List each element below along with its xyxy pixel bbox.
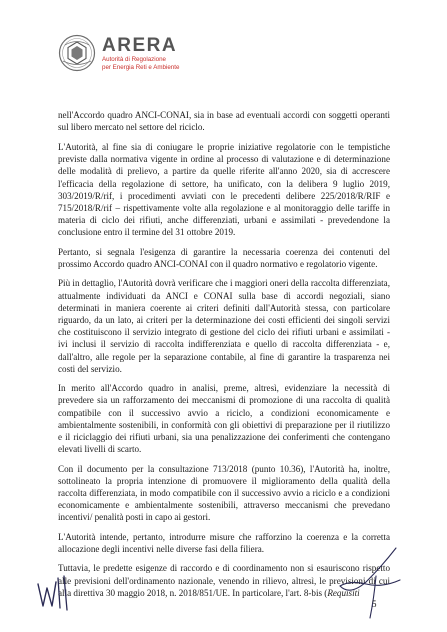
handwritten-initials [34, 570, 74, 614]
body-text [58, 109, 390, 606]
paragraph-2: L'Autorità, al fine sia di coniugare le proprie iniziative regolatorie con le tempistiche previste dalla normativa vigente in ordine al processo di valutazione e di determinazione delle modalità di prelievo, a partire da quelle riferite all'anno 2020, sia di accrescere l'efficacia della regolazione di settore, ha unificato, con la delibera 9 luglio 2019, 303/2019/R/rif, i procedimenti avviati con le precedenti delibere 225/2018/R/RIF e 715/2018/R/rif – rispettivamente volte alla regolazione e al monitoraggio delle tariffe in materia di ciclo dei rifiuti, anche differenziati, urbani e assimilati - prevedendone la conclusione entro il termine del 31 ottobre 2019. [58, 142, 390, 238]
signature-mark [336, 546, 406, 622]
page-number: 5 [372, 599, 377, 609]
paragraph-3: Pertanto, si segnala l'esigenza di garantire la necessaria coerenza dei contenuti del prossimo Accordo quadro ANCI-CONAI con il quadro normativo e regolatorio vigente. [58, 246, 390, 270]
brand-subtitle-line2: per Energia Reti e Ambiente [102, 63, 180, 71]
arera-logo [58, 34, 198, 74]
paragraph-5: In merito all'Accordo quadro in analisi, preme, altresì, evidenziare la necessità di prevedere sia un rafforzamento dei meccanismi di promozione di una raccolta di qualità compatibile con il successivo avvio a riciclo, a condizioni economicamente e ambientalmente sostenibili, in conformità con gli obiettivi di preparazione per il riutilizzo e il riciclaggio dei rifiuti urbani, sia una penalizzazione dei conferimenti che contengano elevati livelli di scarto. [58, 383, 390, 455]
paragraph-4: Più in dettaglio, l'Autorità dovrà verificare che i maggiori oneri della raccolta differenziata, attualmente individuati da ANCI e CONAI sulla base di accordi negoziali, siano determinati in maniera coerente ai criteri definiti dall'Autorità stessa, con particolare riguardo, da un lato, ai criteri per la determinazione dei costi efficienti dei singoli servizi che costituiscono il servizio integrato di gestione del ciclo dei rifiuti urbani e assimilati - ivi inclusi il servizio di raccolta indifferenziata e quello di raccolta differenziata - e, dall'altro, alle regole per la separazione contabile, al fine di garantire la trasparenza nei costi del servizio. [58, 278, 390, 374]
paragraph-1: nell'Accordo quadro ANCI-CONAI, sia in base ad eventuali accordi con soggetti operanti sul libero mercato nel settore del riciclo. [58, 110, 390, 133]
paragraph-7: L'Autorità intende, pertanto, introdurre misure che rafforzino la coerenza e la corretta allocazione degli incentivi nelle diverse fasi della filiera. [58, 531, 390, 555]
arera-emblem-icon [58, 34, 96, 72]
paragraph-8-italic: Requisiti [327, 587, 360, 598]
paragraph-6: Con il documento per la consultazione 713/2018 (punto 10.36), l'Autorità ha, inoltre, sottolineato la propria intenzione di promuovere il miglioramento della qualità della raccolta differenziata, in modo compatibile con il successivo avvio a riciclo e a condizioni economicamente e ambientalmente sostenibili, attraverso meccanismi che prevedano incentivi/ penalità posti in capo ai gestori. [58, 463, 390, 523]
brand-block [102, 36, 179, 71]
brand-name: ARERA [102, 35, 178, 56]
brand-subtitle-line1: Autorità di Regolazione [102, 56, 166, 63]
paragraph-8-text: Tuttavia, le predette esigenze di raccordo e di coordinamento non si esauriscono rispetto alle previsioni dell'ordinamento nazionale, venendo in rilievo, altresì, le previsioni di cui alla direttiva 30 maggio 2018, n. 2018/851/UE. In particolare, l'art. 8-bis ( [58, 563, 390, 598]
